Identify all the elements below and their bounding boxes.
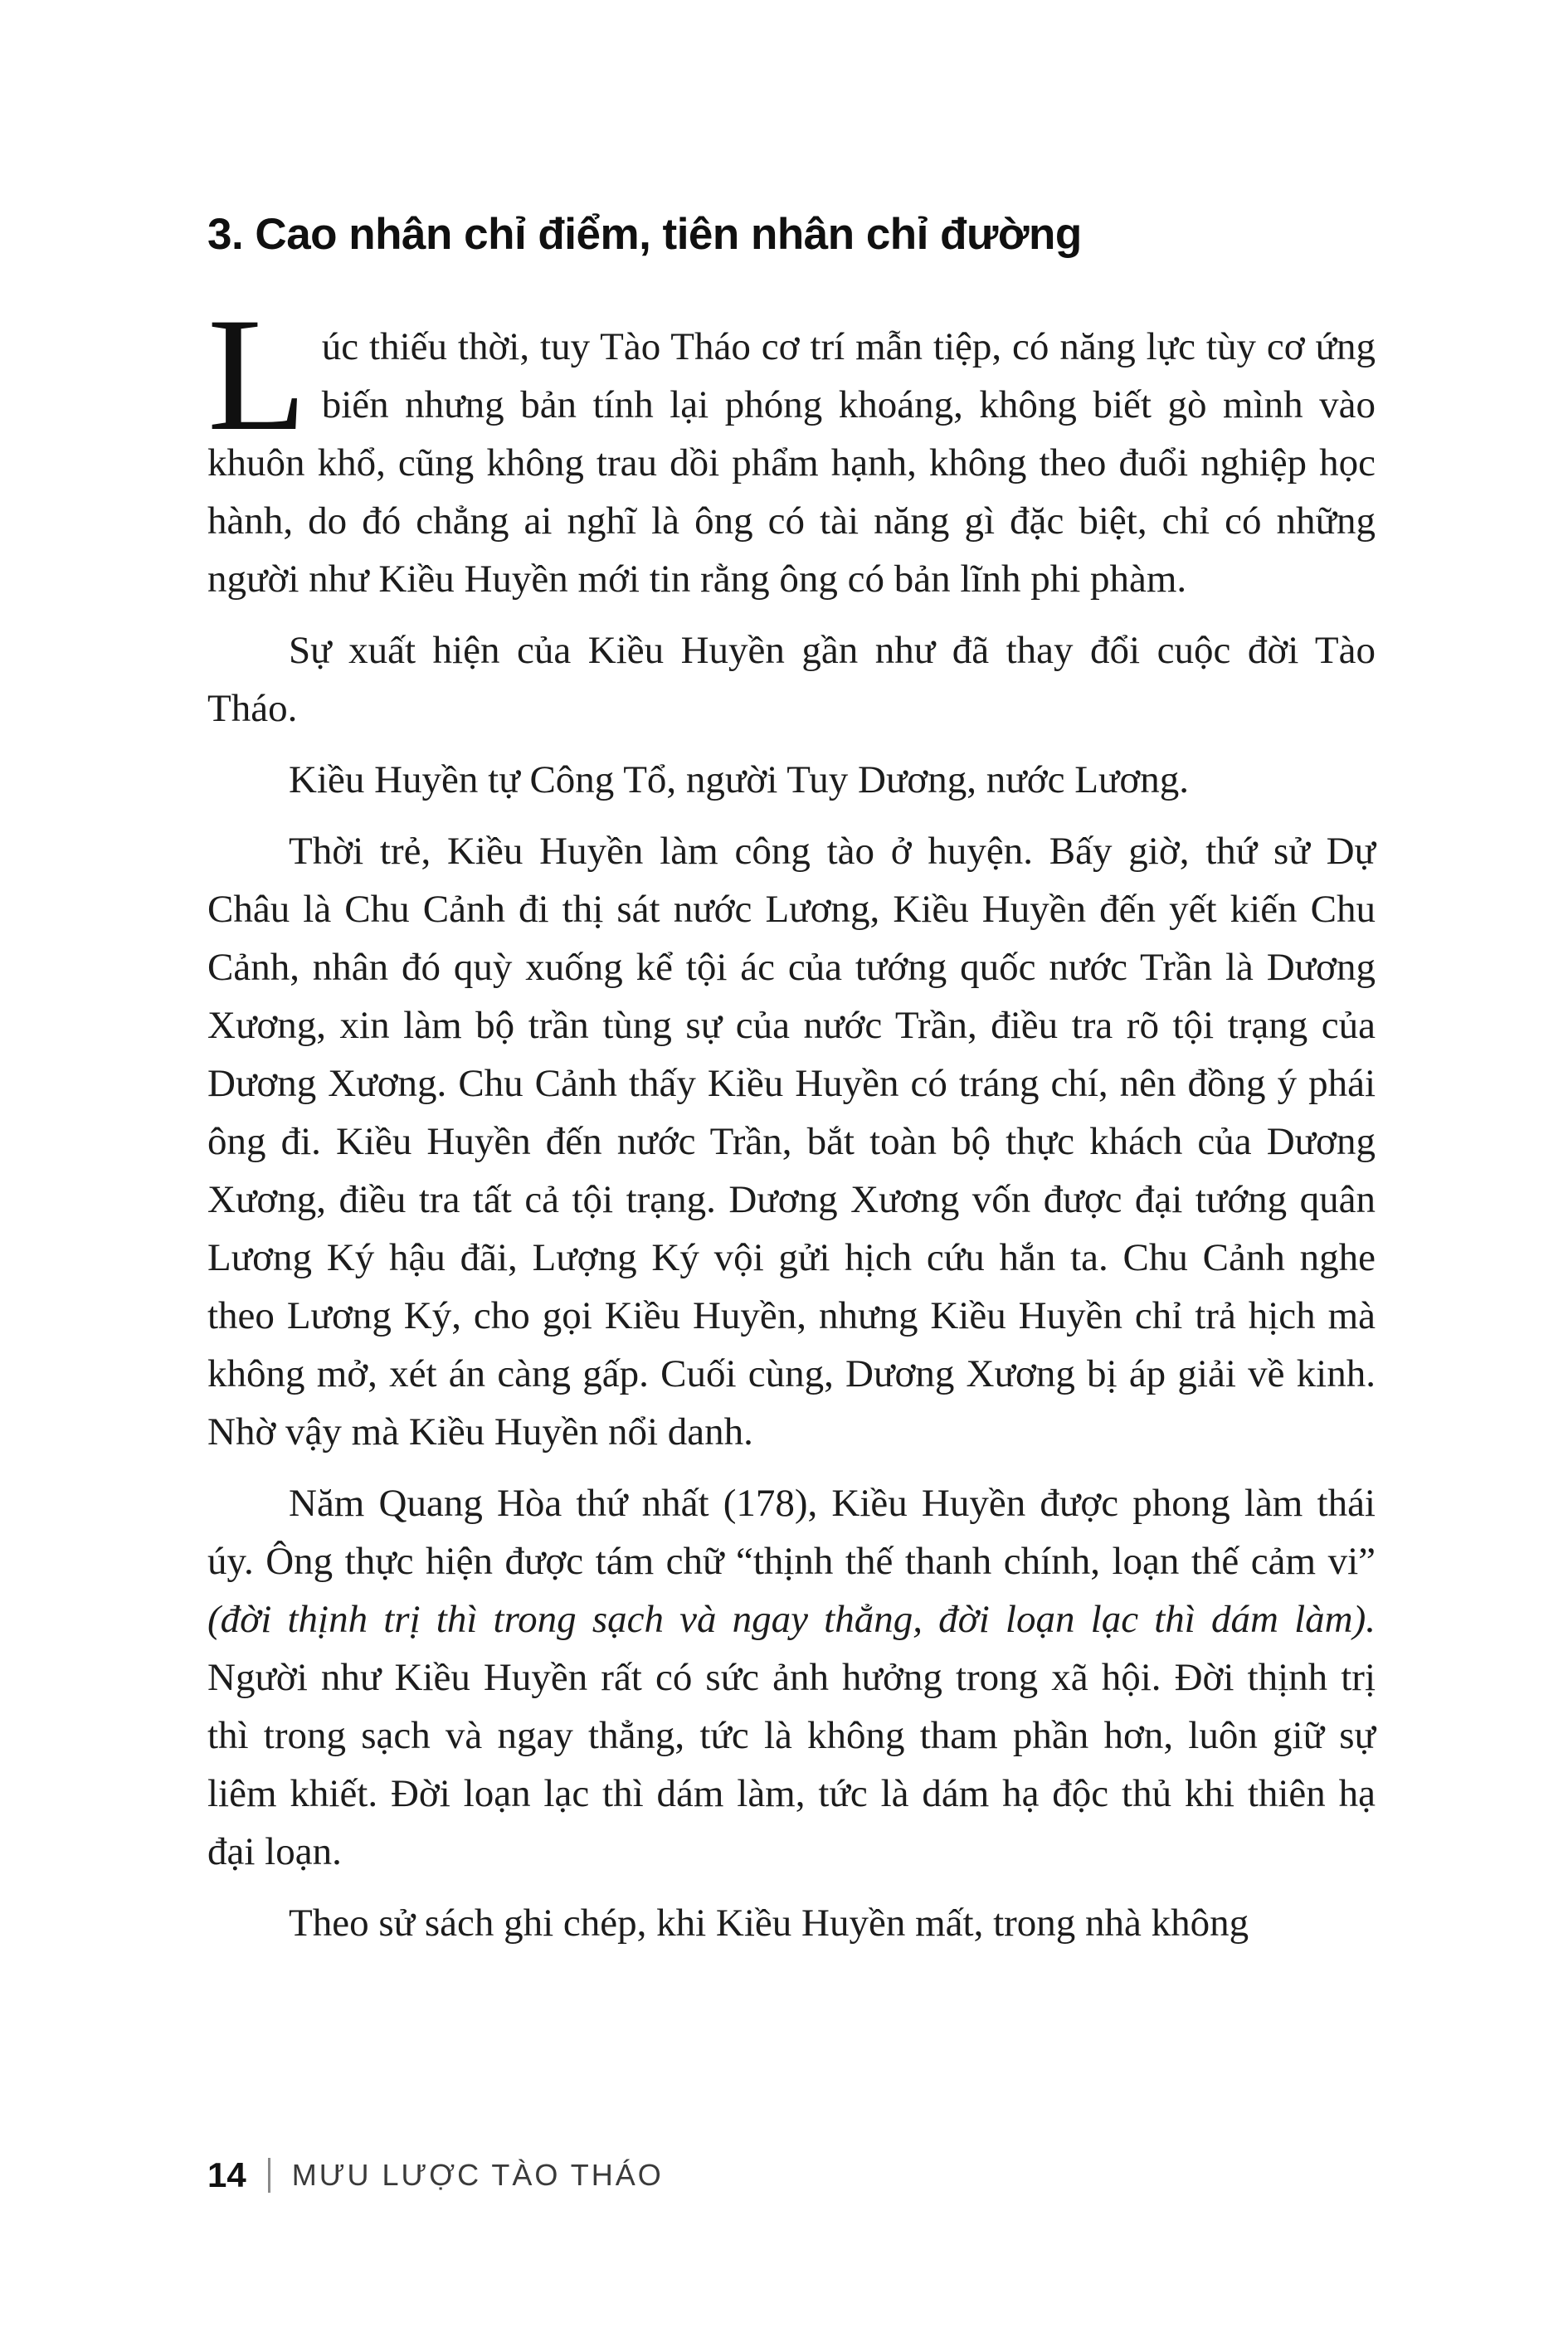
paragraph-text: úc thiếu thời, tuy Tào Tháo cơ trí mẫn tiệp, có năng lực tùy cơ ứng biến nhưng bản tính lại phóng khoáng, không biết gò mình vào khuôn khổ, cũng không trau dồi phẩm hạnh, không theo đuổi nghiệp học hành, do đó chẳng ai nghĩ là ông có tài năng gì đặc biệt, chỉ có những người như Kiều Huyền mới tin rằng ông có bản lĩnh phi phàm. xyxy=(207,325,1376,601)
drop-cap: L xyxy=(207,285,307,465)
page-content xyxy=(207,209,1376,1965)
paragraph: Theo sử sách ghi chép, khi Kiều Huyền mất, trong nhà không xyxy=(289,1902,1249,1945)
paragraph: Thời trẻ, Kiều Huyền làm công tào ở huyện. Bấy giờ, thứ sử Dự Châu là Chu Cảnh đi thị sát nước Lương, Kiều Huyền đến yết kiến Chu Cảnh, nhân đó quỳ xuống kể tội ác của tướng quốc nước Trần là Dương Xương, xin làm bộ trần tùng sự của nước Trần, điều tra rõ tội trạng của Dương Xương. Chu Cảnh thấy Kiều Huyền có tráng chí, nên đồng ý phái ông đi. Kiều Huyền đến nước Trần, bắt toàn bộ thực khách của Dương Xương, điều tra tất cả tội trạng. Dương Xương vốn được đại tướng quân Lương Ký hậu đãi, Lượng Ký vội gửi hịch cứu hắn ta. Chu Cảnh nghe theo Lương Ký, cho gọi Kiều Huyền, nhưng Kiều Huyền chỉ trả hịch mà không mở, xét án càng gấp. Cuối cùng, Dương Xương bị áp giải về kinh. Nhờ vậy mà Kiều Huyền nổi danh. xyxy=(207,830,1376,1454)
paragraph: Sự xuất hiện của Kiều Huyền gần như đã thay đổi cuộc đời Tào Tháo. xyxy=(207,629,1376,730)
paragraph xyxy=(207,1474,1376,1881)
footer-separator xyxy=(268,2158,270,2193)
page-footer xyxy=(207,2155,664,2195)
page-number: 14 xyxy=(207,2155,246,2194)
paragraph-text: Người như Kiều Huyền rất có sức ảnh hưởng trong xã hội. Đời thịnh trị thì trong sạch và ngay thẳng, tức là không tham phần hơn, luôn giữ sự liêm khiết. Đời loạn lạc thì dám làm, tức là dám hạ độc thủ khi thiên hạ đại loạn. xyxy=(207,1656,1376,1873)
paragraph-text: Năm Quang Hòa thứ nhất (178), Kiều Huyền được phong làm thái úy. Ông thực hiện được tám chữ “thịnh thế thanh chính, loạn thế cảm vi” xyxy=(207,1482,1376,1583)
paragraph: Kiều Huyền tự Công Tổ, người Tuy Dương, nước Lương. xyxy=(289,758,1189,801)
chapter-heading: 3. Cao nhân chỉ điểm, tiên nhân chỉ đường xyxy=(207,210,1082,259)
paragraph-italic-text: (đời thịnh trị thì trong sạch và ngay thẳng, đời loạn lạc thì dám làm). xyxy=(207,1598,1376,1641)
book-title: MƯU LƯỢC TÀO THÁO xyxy=(291,2158,664,2192)
paragraph xyxy=(207,285,1376,608)
